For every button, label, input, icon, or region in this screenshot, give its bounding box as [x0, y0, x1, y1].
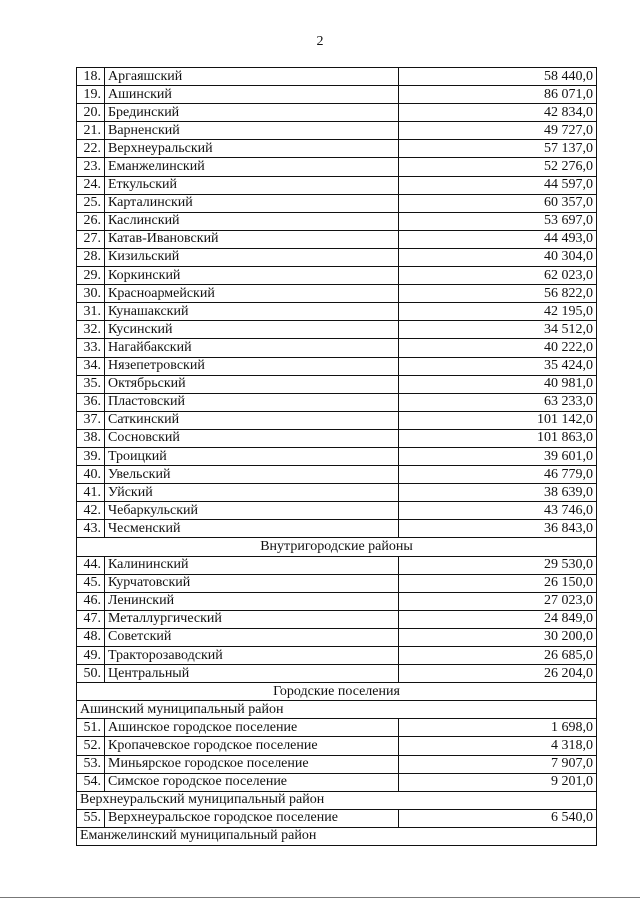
district-name: Симское городское поселение — [105, 773, 399, 791]
row-number: 26. — [77, 212, 105, 230]
table-row — [77, 647, 597, 665]
district-name: Ашинское городское поселение — [105, 719, 399, 737]
district-name: Пластовский — [105, 393, 399, 411]
row-number: 23. — [77, 158, 105, 176]
amount-value: 4 318,0 — [399, 737, 597, 755]
table-row — [77, 321, 597, 339]
table-row — [77, 104, 597, 122]
row-number: 53. — [77, 755, 105, 773]
district-name: Уйский — [105, 484, 399, 502]
amount-value: 53 697,0 — [399, 212, 597, 230]
subgroup-title: Верхнеуральский муниципальный район — [77, 791, 597, 809]
amount-value: 44 493,0 — [399, 230, 597, 248]
table-row — [77, 574, 597, 592]
district-name: Еткульский — [105, 176, 399, 194]
table-row — [77, 68, 597, 86]
district-name: Верхнеуральское городское поселение — [105, 809, 399, 827]
amount-value: 26 150,0 — [399, 574, 597, 592]
row-number: 35. — [77, 375, 105, 393]
row-number: 49. — [77, 647, 105, 665]
district-name: Курчатовский — [105, 574, 399, 592]
row-number: 50. — [77, 665, 105, 683]
amount-value: 58 440,0 — [399, 68, 597, 86]
table-row — [77, 212, 597, 230]
district-name: Нязепетровский — [105, 357, 399, 375]
subgroup-title: Ашинский муниципальный район — [77, 701, 597, 719]
row-number: 29. — [77, 267, 105, 285]
table-row — [77, 122, 597, 140]
subgroup-title: Еманжелинский муниципальный район — [77, 827, 597, 845]
row-number: 40. — [77, 466, 105, 484]
allocation-table — [76, 67, 597, 846]
row-number: 27. — [77, 230, 105, 248]
amount-value: 49 727,0 — [399, 122, 597, 140]
table-body — [77, 68, 597, 846]
row-number: 34. — [77, 357, 105, 375]
subgroup-header-row — [77, 791, 597, 809]
amount-value: 62 023,0 — [399, 267, 597, 285]
amount-value: 63 233,0 — [399, 393, 597, 411]
table-row — [77, 610, 597, 628]
district-name: Увельский — [105, 466, 399, 484]
district-name: Чесменский — [105, 520, 399, 538]
amount-value: 1 698,0 — [399, 719, 597, 737]
district-name: Брединский — [105, 104, 399, 122]
subgroup-header-row — [77, 827, 597, 845]
page-bottom-rule — [0, 897, 640, 898]
district-name: Ашинский — [105, 86, 399, 104]
table-row — [77, 267, 597, 285]
row-number: 25. — [77, 194, 105, 212]
district-name: Кизильский — [105, 248, 399, 266]
subgroup-header-row — [77, 701, 597, 719]
table-row — [77, 809, 597, 827]
amount-value: 26 204,0 — [399, 665, 597, 683]
row-number: 19. — [77, 86, 105, 104]
amount-value: 35 424,0 — [399, 357, 597, 375]
section-title: Внутригородские районы — [77, 538, 597, 556]
amount-value: 56 822,0 — [399, 285, 597, 303]
table-row — [77, 429, 597, 447]
amount-value: 57 137,0 — [399, 140, 597, 158]
table-row — [77, 773, 597, 791]
district-name: Варненский — [105, 122, 399, 140]
row-number: 52. — [77, 737, 105, 755]
table-row — [77, 303, 597, 321]
row-number: 37. — [77, 411, 105, 429]
row-number: 21. — [77, 122, 105, 140]
row-number: 51. — [77, 719, 105, 737]
amount-value: 101 863,0 — [399, 429, 597, 447]
district-name: Кусинский — [105, 321, 399, 339]
table-row — [77, 86, 597, 104]
row-number: 39. — [77, 447, 105, 465]
section-title: Городские поселения — [77, 683, 597, 701]
table-row — [77, 285, 597, 303]
row-number: 33. — [77, 339, 105, 357]
district-name: Коркинский — [105, 267, 399, 285]
row-number: 18. — [77, 68, 105, 86]
page-number: 2 — [316, 34, 324, 49]
row-number: 41. — [77, 484, 105, 502]
table-row — [77, 719, 597, 737]
table-row — [77, 737, 597, 755]
table-row — [77, 447, 597, 465]
amount-value: 44 597,0 — [399, 176, 597, 194]
district-name: Саткинский — [105, 411, 399, 429]
district-name: Сосновский — [105, 429, 399, 447]
district-name: Кропачевское городское поселение — [105, 737, 399, 755]
amount-value: 40 981,0 — [399, 375, 597, 393]
amount-value: 60 357,0 — [399, 194, 597, 212]
district-name: Миньярское городское поселение — [105, 755, 399, 773]
row-number: 30. — [77, 285, 105, 303]
amount-value: 24 849,0 — [399, 610, 597, 628]
row-number: 22. — [77, 140, 105, 158]
row-number: 20. — [77, 104, 105, 122]
amount-value: 7 907,0 — [399, 755, 597, 773]
table-row — [77, 628, 597, 646]
row-number: 36. — [77, 393, 105, 411]
table-row — [77, 230, 597, 248]
table-row — [77, 248, 597, 266]
row-number: 45. — [77, 574, 105, 592]
district-name: Карталинский — [105, 194, 399, 212]
district-name: Верхнеуральский — [105, 140, 399, 158]
district-name: Еманжелинский — [105, 158, 399, 176]
district-name: Чебаркульский — [105, 502, 399, 520]
table-row — [77, 466, 597, 484]
row-number: 32. — [77, 321, 105, 339]
table-row — [77, 755, 597, 773]
table-row — [77, 140, 597, 158]
amount-value: 26 685,0 — [399, 647, 597, 665]
amount-value: 101 142,0 — [399, 411, 597, 429]
district-name: Аргаяшский — [105, 68, 399, 86]
table-row — [77, 158, 597, 176]
amount-value: 42 834,0 — [399, 104, 597, 122]
amount-value: 40 304,0 — [399, 248, 597, 266]
table-row — [77, 176, 597, 194]
amount-value: 86 071,0 — [399, 86, 597, 104]
table-row — [77, 357, 597, 375]
amount-value: 42 195,0 — [399, 303, 597, 321]
amount-value: 27 023,0 — [399, 592, 597, 610]
amount-value: 6 540,0 — [399, 809, 597, 827]
table-row — [77, 375, 597, 393]
district-name: Ленинский — [105, 592, 399, 610]
row-number: 43. — [77, 520, 105, 538]
district-name: Красноармейский — [105, 285, 399, 303]
district-name: Металлургический — [105, 610, 399, 628]
amount-value: 52 276,0 — [399, 158, 597, 176]
section-header-row — [77, 683, 597, 701]
district-name: Советский — [105, 628, 399, 646]
amount-value: 43 746,0 — [399, 502, 597, 520]
amount-value: 46 779,0 — [399, 466, 597, 484]
table-row — [77, 556, 597, 574]
district-name: Тракторозаводский — [105, 647, 399, 665]
row-number: 54. — [77, 773, 105, 791]
district-name: Калининский — [105, 556, 399, 574]
amount-value: 38 639,0 — [399, 484, 597, 502]
row-number: 28. — [77, 248, 105, 266]
row-number: 38. — [77, 429, 105, 447]
table-row — [77, 502, 597, 520]
amount-value: 30 200,0 — [399, 628, 597, 646]
table-row — [77, 411, 597, 429]
table-row — [77, 520, 597, 538]
table-row — [77, 665, 597, 683]
table-row — [77, 484, 597, 502]
row-number: 46. — [77, 592, 105, 610]
amount-value: 34 512,0 — [399, 321, 597, 339]
district-name: Октябрьский — [105, 375, 399, 393]
amount-value: 39 601,0 — [399, 447, 597, 465]
table-row — [77, 339, 597, 357]
row-number: 24. — [77, 176, 105, 194]
district-name: Кунашакский — [105, 303, 399, 321]
district-name: Центральный — [105, 665, 399, 683]
row-number: 42. — [77, 502, 105, 520]
amount-value: 40 222,0 — [399, 339, 597, 357]
row-number: 48. — [77, 628, 105, 646]
row-number: 55. — [77, 809, 105, 827]
row-number: 47. — [77, 610, 105, 628]
table-row — [77, 194, 597, 212]
district-name: Катав-Ивановский — [105, 230, 399, 248]
row-number: 44. — [77, 556, 105, 574]
amount-value: 36 843,0 — [399, 520, 597, 538]
amount-value: 29 530,0 — [399, 556, 597, 574]
table-row — [77, 393, 597, 411]
district-name: Каслинский — [105, 212, 399, 230]
district-name: Троицкий — [105, 447, 399, 465]
table-row — [77, 592, 597, 610]
district-name: Нагайбакский — [105, 339, 399, 357]
row-number: 31. — [77, 303, 105, 321]
amount-value: 9 201,0 — [399, 773, 597, 791]
section-header-row — [77, 538, 597, 556]
